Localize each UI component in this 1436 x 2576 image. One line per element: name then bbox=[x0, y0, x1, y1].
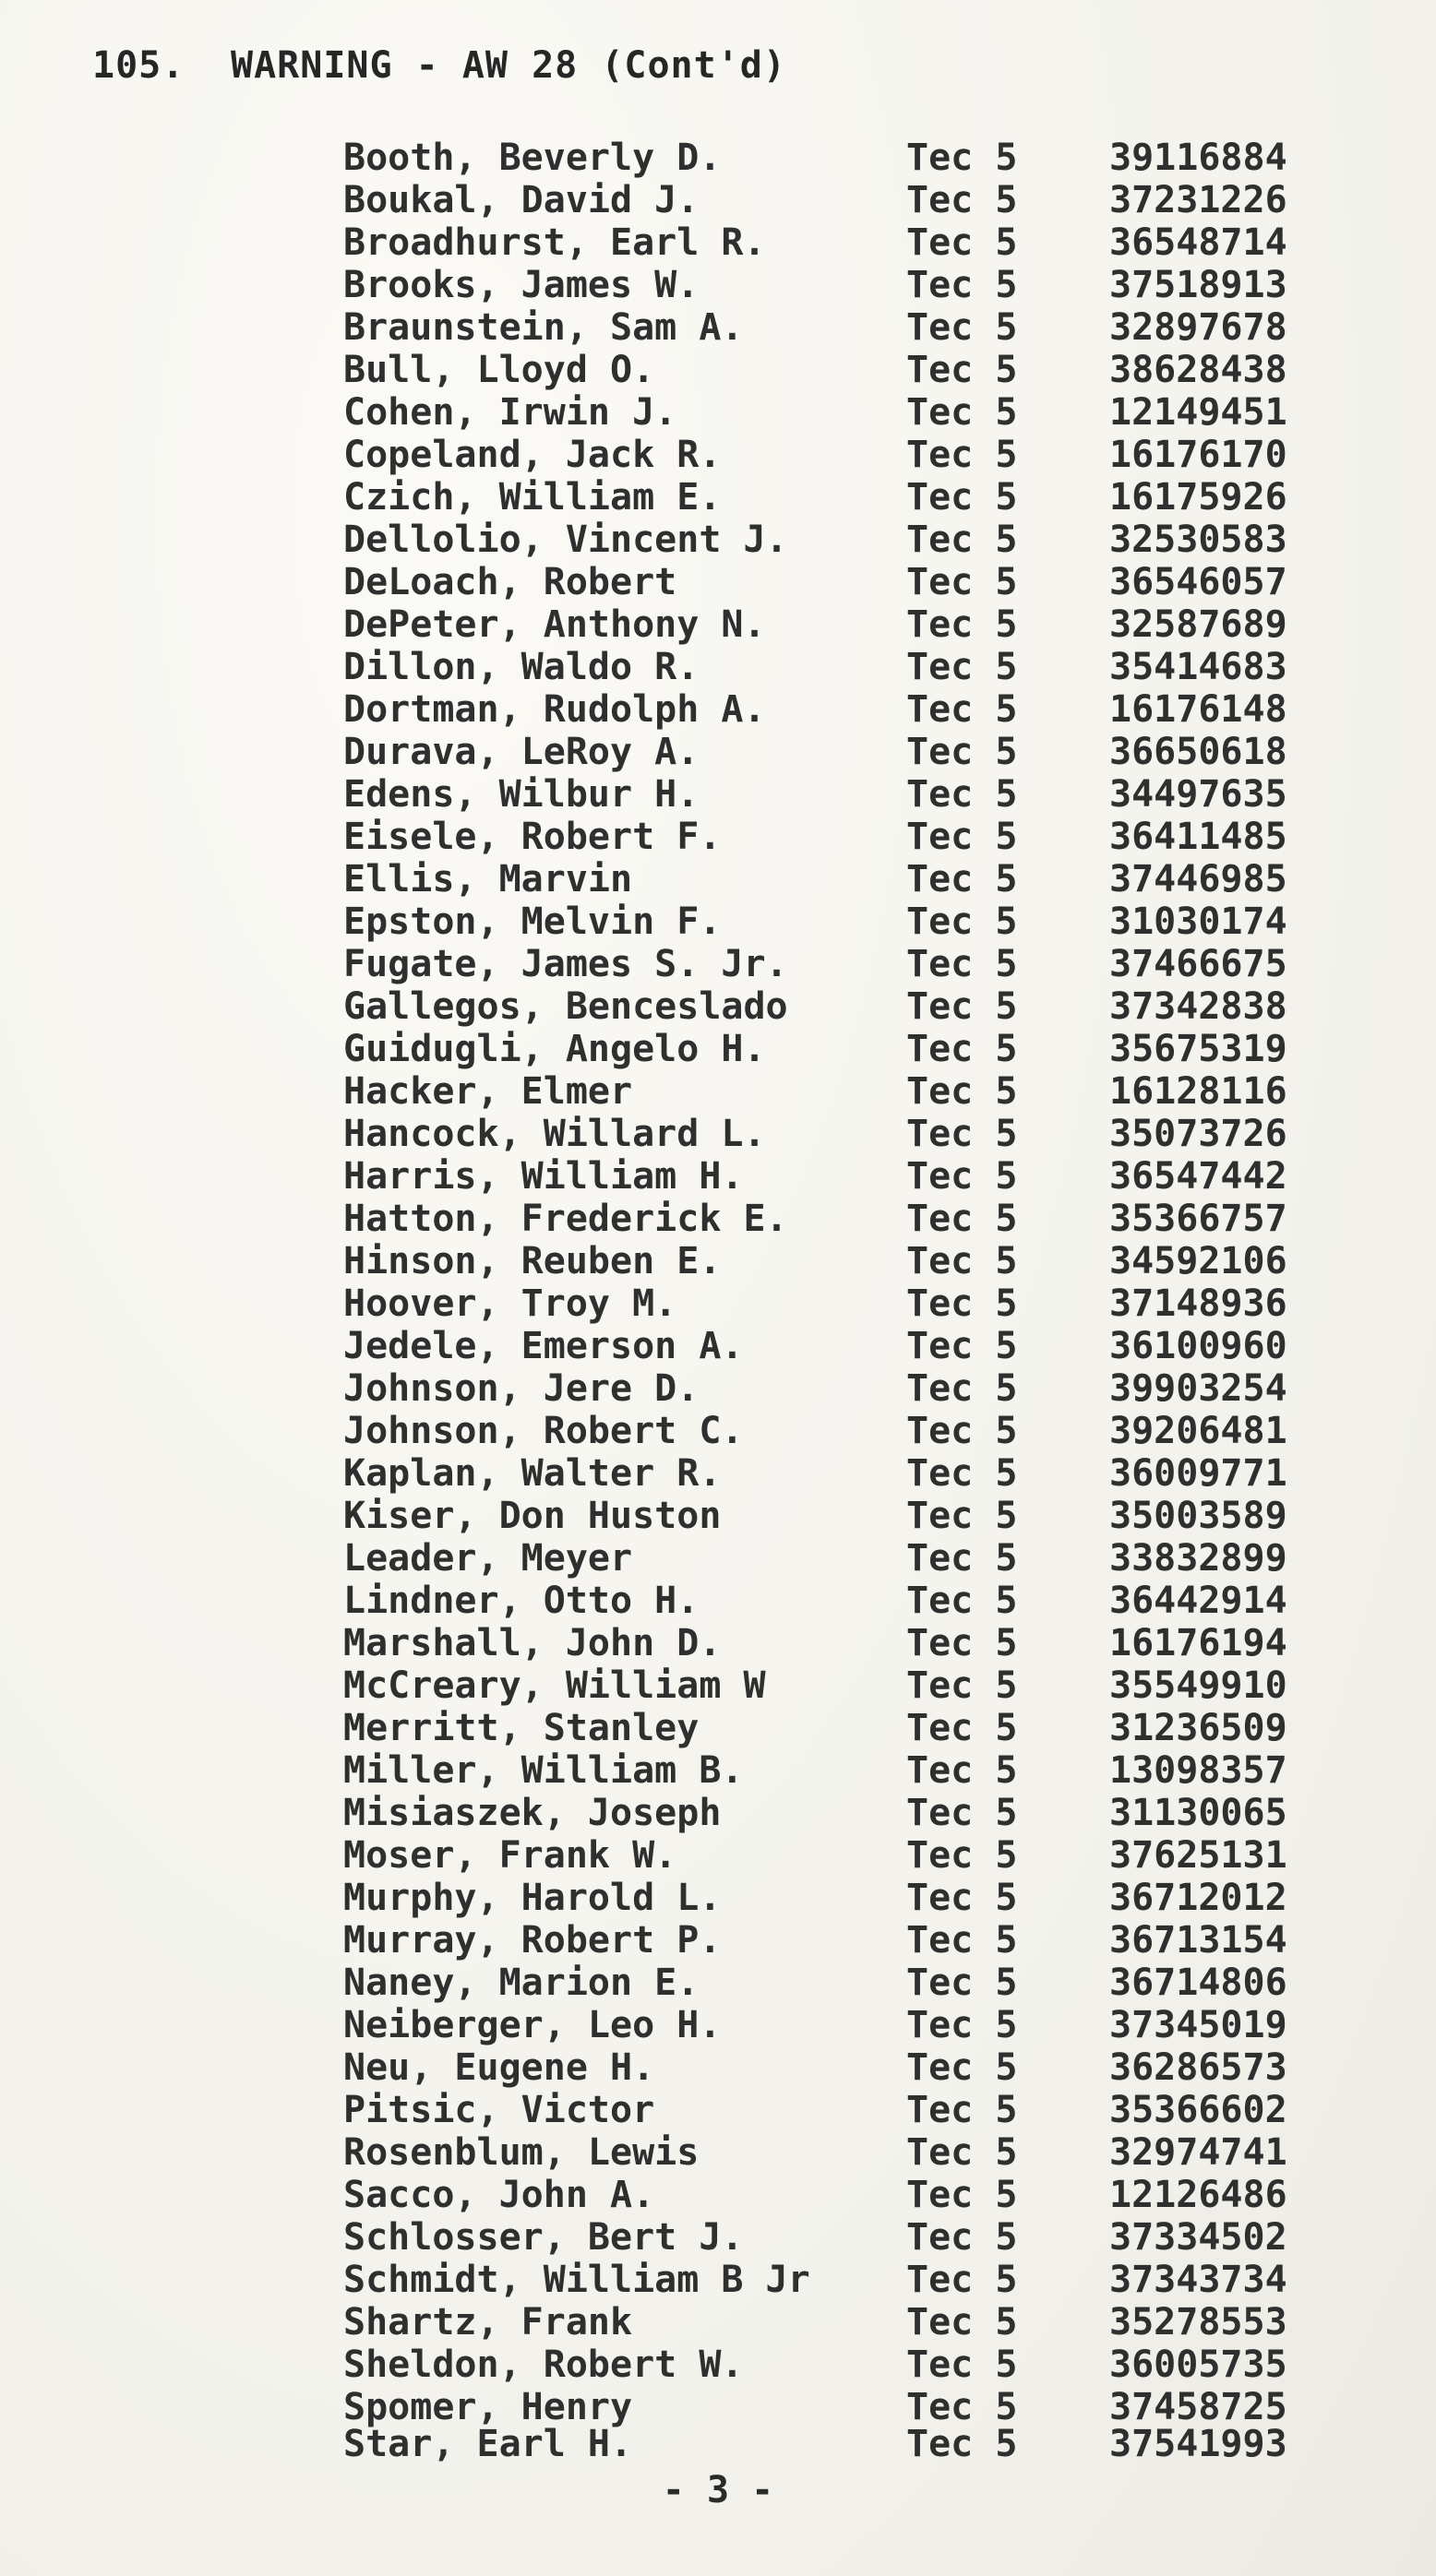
soldier-grade: Tec 5 bbox=[906, 1410, 1018, 1452]
roster-row bbox=[343, 1028, 1340, 1070]
roster-row bbox=[343, 985, 1340, 1028]
soldier-name: Kiser, Don Huston bbox=[343, 1495, 722, 1537]
soldier-grade: Tec 5 bbox=[906, 1664, 1018, 1707]
roster-row bbox=[343, 137, 1340, 179]
soldier-grade: Tec 5 bbox=[906, 985, 1018, 1028]
soldier-name: Marshall, John D. bbox=[343, 1622, 722, 1664]
roster-row bbox=[343, 1834, 1340, 1877]
page-number: - 3 - bbox=[662, 2469, 774, 2511]
soldier-grade: Tec 5 bbox=[906, 2174, 1018, 2216]
roster-row bbox=[343, 1282, 1340, 1325]
serial-number: 32530583 bbox=[1109, 519, 1287, 561]
roster-row bbox=[343, 1664, 1340, 1707]
soldier-grade: Tec 5 bbox=[906, 1240, 1018, 1282]
soldier-name: Kaplan, Walter R. bbox=[343, 1452, 722, 1495]
soldier-grade: Tec 5 bbox=[906, 1537, 1018, 1580]
soldier-grade: Tec 5 bbox=[906, 1919, 1018, 1962]
serial-number: 35003589 bbox=[1109, 1495, 1287, 1537]
soldier-grade: Tec 5 bbox=[906, 2089, 1018, 2131]
soldier-grade: Tec 5 bbox=[906, 2423, 1018, 2465]
serial-number: 35073726 bbox=[1109, 1113, 1287, 1155]
roster-row bbox=[343, 773, 1340, 816]
soldier-name: Murphy, Harold L. bbox=[343, 1877, 722, 1919]
soldier-grade: Tec 5 bbox=[906, 349, 1018, 391]
serial-number: 37148936 bbox=[1109, 1282, 1287, 1325]
soldier-name: Braunstein, Sam A. bbox=[343, 306, 744, 349]
serial-number: 16176148 bbox=[1109, 688, 1287, 731]
soldier-name: Copeland, Jack R. bbox=[343, 434, 722, 476]
soldier-name: Broadhurst, Earl R. bbox=[343, 221, 766, 264]
roster-row bbox=[343, 1325, 1340, 1367]
roster-row bbox=[343, 1622, 1340, 1664]
roster-row bbox=[343, 816, 1340, 858]
serial-number: 33832899 bbox=[1109, 1537, 1287, 1580]
soldier-name: Brooks, James W. bbox=[343, 264, 700, 306]
roster-row bbox=[343, 434, 1340, 476]
soldier-name: Star, Earl H. bbox=[343, 2423, 633, 2465]
personnel-roster bbox=[343, 137, 1340, 2465]
soldier-grade: Tec 5 bbox=[906, 1749, 1018, 1792]
serial-number: 36547442 bbox=[1109, 1155, 1287, 1198]
soldier-grade: Tec 5 bbox=[906, 1792, 1018, 1834]
roster-row bbox=[343, 1495, 1340, 1537]
soldier-grade: Tec 5 bbox=[906, 179, 1018, 221]
serial-number: 37625131 bbox=[1109, 1834, 1287, 1877]
serial-number: 13098357 bbox=[1109, 1749, 1287, 1792]
roster-row bbox=[343, 1452, 1340, 1495]
serial-number: 31236509 bbox=[1109, 1707, 1287, 1749]
roster-row bbox=[343, 1367, 1340, 1410]
roster-row bbox=[343, 1240, 1340, 1282]
soldier-name: Harris, William H. bbox=[343, 1155, 744, 1198]
roster-row bbox=[343, 858, 1340, 900]
roster-row bbox=[343, 561, 1340, 603]
roster-row bbox=[343, 603, 1340, 646]
soldier-grade: Tec 5 bbox=[906, 1198, 1018, 1240]
roster-row bbox=[343, 688, 1340, 731]
roster-row bbox=[343, 1537, 1340, 1580]
soldier-grade: Tec 5 bbox=[906, 2216, 1018, 2259]
soldier-name: Rosenblum, Lewis bbox=[343, 2131, 700, 2174]
serial-number: 36286573 bbox=[1109, 2046, 1287, 2089]
serial-number: 37541993 bbox=[1109, 2423, 1287, 2465]
soldier-grade: Tec 5 bbox=[906, 900, 1018, 943]
serial-number: 16128116 bbox=[1109, 1070, 1287, 1113]
roster-row bbox=[343, 1070, 1340, 1113]
soldier-grade: Tec 5 bbox=[906, 306, 1018, 349]
soldier-name: Guidugli, Angelo H. bbox=[343, 1028, 766, 1070]
soldier-name: Hancock, Willard L. bbox=[343, 1113, 766, 1155]
roster-row bbox=[343, 1580, 1340, 1622]
roster-row bbox=[343, 2174, 1340, 2216]
serial-number: 36009771 bbox=[1109, 1452, 1287, 1495]
soldier-grade: Tec 5 bbox=[906, 2386, 1018, 2428]
serial-number: 37342838 bbox=[1109, 985, 1287, 1028]
soldier-grade: Tec 5 bbox=[906, 1962, 1018, 2004]
soldier-name: Ellis, Marvin bbox=[343, 858, 633, 900]
soldier-name: Durava, LeRoy A. bbox=[343, 731, 700, 773]
soldier-name: Neu, Eugene H. bbox=[343, 2046, 655, 2089]
serial-number: 36712012 bbox=[1109, 1877, 1287, 1919]
roster-row bbox=[343, 2301, 1340, 2343]
soldier-grade: Tec 5 bbox=[906, 476, 1018, 519]
roster-row bbox=[343, 943, 1340, 985]
roster-row bbox=[343, 476, 1340, 519]
section-number: 105. bbox=[92, 44, 185, 87]
serial-number: 32897678 bbox=[1109, 306, 1287, 349]
soldier-grade: Tec 5 bbox=[906, 434, 1018, 476]
soldier-name: Murray, Robert P. bbox=[343, 1919, 722, 1962]
soldier-grade: Tec 5 bbox=[906, 731, 1018, 773]
soldier-name: Schmidt, William B Jr bbox=[343, 2259, 810, 2301]
serial-number: 37343734 bbox=[1109, 2259, 1287, 2301]
soldier-grade: Tec 5 bbox=[906, 1495, 1018, 1537]
serial-number: 36650618 bbox=[1109, 731, 1287, 773]
soldier-grade: Tec 5 bbox=[906, 1834, 1018, 1877]
serial-number: 12149451 bbox=[1109, 391, 1287, 434]
soldier-name: Schlosser, Bert J. bbox=[343, 2216, 744, 2259]
roster-row bbox=[343, 2343, 1340, 2386]
soldier-grade: Tec 5 bbox=[906, 1325, 1018, 1367]
roster-row bbox=[343, 1877, 1340, 1919]
roster-row bbox=[343, 2216, 1340, 2259]
soldier-name: Merritt, Stanley bbox=[343, 1707, 700, 1749]
roster-row bbox=[343, 1749, 1340, 1792]
roster-row bbox=[343, 349, 1340, 391]
serial-number: 35278553 bbox=[1109, 2301, 1287, 2343]
soldier-grade: Tec 5 bbox=[906, 1113, 1018, 1155]
serial-number: 37518913 bbox=[1109, 264, 1287, 306]
soldier-name: Misiaszek, Joseph bbox=[343, 1792, 722, 1834]
soldier-name: Czich, William E. bbox=[343, 476, 722, 519]
serial-number: 36005735 bbox=[1109, 2343, 1287, 2386]
serial-number: 36411485 bbox=[1109, 816, 1287, 858]
roster-row bbox=[343, 1113, 1340, 1155]
soldier-name: Eisele, Robert F. bbox=[343, 816, 722, 858]
serial-number: 37345019 bbox=[1109, 2004, 1287, 2046]
soldier-name: Naney, Marion E. bbox=[343, 1962, 700, 2004]
roster-row bbox=[343, 2259, 1340, 2301]
roster-row bbox=[343, 1962, 1340, 2004]
serial-number: 35549910 bbox=[1109, 1664, 1287, 1707]
roster-row bbox=[343, 221, 1340, 264]
soldier-grade: Tec 5 bbox=[906, 646, 1018, 688]
soldier-grade: Tec 5 bbox=[906, 603, 1018, 646]
soldier-grade: Tec 5 bbox=[906, 519, 1018, 561]
serial-number: 36548714 bbox=[1109, 221, 1287, 264]
soldier-name: DePeter, Anthony N. bbox=[343, 603, 766, 646]
serial-number: 31030174 bbox=[1109, 900, 1287, 943]
soldier-grade: Tec 5 bbox=[906, 1707, 1018, 1749]
serial-number: 37231226 bbox=[1109, 179, 1287, 221]
soldier-name: Pitsic, Victor bbox=[343, 2089, 655, 2131]
soldier-name: Bull, Lloyd O. bbox=[343, 349, 655, 391]
soldier-name: Miller, William B. bbox=[343, 1749, 744, 1792]
soldier-grade: Tec 5 bbox=[906, 1452, 1018, 1495]
soldier-name: Hatton, Frederick E. bbox=[343, 1198, 788, 1240]
soldier-name: Dortman, Rudolph A. bbox=[343, 688, 766, 731]
serial-number: 35414683 bbox=[1109, 646, 1287, 688]
soldier-grade: Tec 5 bbox=[906, 2301, 1018, 2343]
serial-number: 35366602 bbox=[1109, 2089, 1287, 2131]
soldier-name: Boukal, David J. bbox=[343, 179, 700, 221]
soldier-name: Lindner, Otto H. bbox=[343, 1580, 700, 1622]
roster-row bbox=[343, 646, 1340, 688]
serial-number: 37446985 bbox=[1109, 858, 1287, 900]
soldier-grade: Tec 5 bbox=[906, 816, 1018, 858]
roster-row bbox=[343, 2089, 1340, 2131]
soldier-name: Sheldon, Robert W. bbox=[343, 2343, 744, 2386]
roster-row bbox=[343, 179, 1340, 221]
soldier-name: Hinson, Reuben E. bbox=[343, 1240, 722, 1282]
serial-number: 36714806 bbox=[1109, 1962, 1287, 2004]
serial-number: 36546057 bbox=[1109, 561, 1287, 603]
soldier-name: McCreary, William W bbox=[343, 1664, 766, 1707]
soldier-name: Sacco, John A. bbox=[343, 2174, 655, 2216]
soldier-name: Hoover, Troy M. bbox=[343, 1282, 677, 1325]
soldier-grade: Tec 5 bbox=[906, 391, 1018, 434]
serial-number: 32587689 bbox=[1109, 603, 1287, 646]
serial-number: 36442914 bbox=[1109, 1580, 1287, 1622]
roster-row bbox=[343, 264, 1340, 306]
soldier-name: Johnson, Jere D. bbox=[343, 1367, 700, 1410]
section-title: WARNING - AW 28 (Cont'd) bbox=[231, 44, 786, 87]
soldier-grade: Tec 5 bbox=[906, 1877, 1018, 1919]
section-heading bbox=[92, 44, 786, 87]
serial-number: 39206481 bbox=[1109, 1410, 1287, 1452]
soldier-grade: Tec 5 bbox=[906, 773, 1018, 816]
serial-number: 39116884 bbox=[1109, 137, 1287, 179]
soldier-name: Neiberger, Leo H. bbox=[343, 2004, 722, 2046]
soldier-name: Hacker, Elmer bbox=[343, 1070, 633, 1113]
soldier-grade: Tec 5 bbox=[906, 2131, 1018, 2174]
roster-row bbox=[343, 2046, 1340, 2089]
soldier-name: Cohen, Irwin J. bbox=[343, 391, 677, 434]
soldier-name: Johnson, Robert C. bbox=[343, 1410, 744, 1452]
soldier-grade: Tec 5 bbox=[906, 1367, 1018, 1410]
soldier-name: Fugate, James S. Jr. bbox=[343, 943, 788, 985]
serial-number: 35366757 bbox=[1109, 1198, 1287, 1240]
serial-number: 34497635 bbox=[1109, 773, 1287, 816]
soldier-grade: Tec 5 bbox=[906, 688, 1018, 731]
soldier-name: Spomer, Henry bbox=[343, 2386, 633, 2428]
serial-number: 16176194 bbox=[1109, 1622, 1287, 1664]
serial-number: 39903254 bbox=[1109, 1367, 1287, 1410]
soldier-name: Epston, Melvin F. bbox=[343, 900, 722, 943]
roster-row bbox=[343, 1792, 1340, 1834]
soldier-grade: Tec 5 bbox=[906, 1155, 1018, 1198]
roster-row bbox=[343, 2004, 1340, 2046]
serial-number: 38628438 bbox=[1109, 349, 1287, 391]
soldier-name: Dellolio, Vincent J. bbox=[343, 519, 788, 561]
roster-row bbox=[343, 2423, 1340, 2465]
soldier-grade: Tec 5 bbox=[906, 2259, 1018, 2301]
serial-number: 16176170 bbox=[1109, 434, 1287, 476]
serial-number: 36713154 bbox=[1109, 1919, 1287, 1962]
roster-row bbox=[343, 2131, 1340, 2174]
soldier-grade: Tec 5 bbox=[906, 137, 1018, 179]
serial-number: 36100960 bbox=[1109, 1325, 1287, 1367]
serial-number: 32974741 bbox=[1109, 2131, 1287, 2174]
soldier-name: Leader, Meyer bbox=[343, 1537, 633, 1580]
roster-row bbox=[343, 900, 1340, 943]
soldier-grade: Tec 5 bbox=[906, 1622, 1018, 1664]
soldier-grade: Tec 5 bbox=[906, 264, 1018, 306]
soldier-name: Jedele, Emerson A. bbox=[343, 1325, 744, 1367]
roster-row bbox=[343, 391, 1340, 434]
roster-row bbox=[343, 1707, 1340, 1749]
soldier-grade: Tec 5 bbox=[906, 858, 1018, 900]
serial-number: 37334502 bbox=[1109, 2216, 1287, 2259]
soldier-grade: Tec 5 bbox=[906, 1282, 1018, 1325]
soldier-grade: Tec 5 bbox=[906, 2004, 1018, 2046]
soldier-grade: Tec 5 bbox=[906, 1580, 1018, 1622]
roster-row bbox=[343, 306, 1340, 349]
serial-number: 12126486 bbox=[1109, 2174, 1287, 2216]
serial-number: 35675319 bbox=[1109, 1028, 1287, 1070]
soldier-name: Dillon, Waldo R. bbox=[343, 646, 700, 688]
roster-row bbox=[343, 731, 1340, 773]
soldier-grade: Tec 5 bbox=[906, 561, 1018, 603]
serial-number: 34592106 bbox=[1109, 1240, 1287, 1282]
soldier-name: Booth, Beverly D. bbox=[343, 137, 722, 179]
serial-number: 37458725 bbox=[1109, 2386, 1287, 2428]
soldier-grade: Tec 5 bbox=[906, 221, 1018, 264]
soldier-grade: Tec 5 bbox=[906, 1070, 1018, 1113]
roster-row bbox=[343, 1410, 1340, 1452]
soldier-name: Edens, Wilbur H. bbox=[343, 773, 700, 816]
soldier-grade: Tec 5 bbox=[906, 2343, 1018, 2386]
roster-row bbox=[343, 1155, 1340, 1198]
serial-number: 31130065 bbox=[1109, 1792, 1287, 1834]
serial-number: 37466675 bbox=[1109, 943, 1287, 985]
soldier-name: Shartz, Frank bbox=[343, 2301, 633, 2343]
serial-number: 16175926 bbox=[1109, 476, 1287, 519]
roster-row bbox=[343, 1919, 1340, 1962]
soldier-grade: Tec 5 bbox=[906, 2046, 1018, 2089]
soldier-name: Gallegos, Benceslado bbox=[343, 985, 788, 1028]
soldier-grade: Tec 5 bbox=[906, 1028, 1018, 1070]
soldier-name: DeLoach, Robert bbox=[343, 561, 677, 603]
soldier-name: Moser, Frank W. bbox=[343, 1834, 677, 1877]
roster-row bbox=[343, 1198, 1340, 1240]
soldier-grade: Tec 5 bbox=[906, 943, 1018, 985]
roster-row bbox=[343, 519, 1340, 561]
